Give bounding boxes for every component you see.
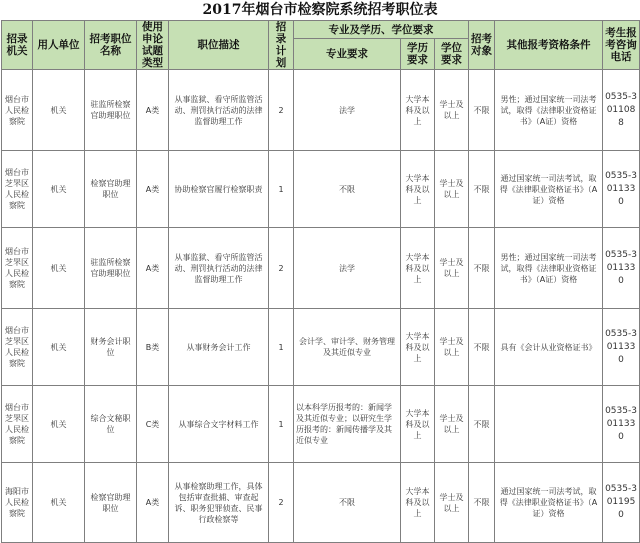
cell-unit: 烟台市芝罘区人民检察院 — [2, 151, 33, 228]
cell-employer: 机关 — [33, 386, 85, 463]
cell-description: 从事财务会计工作 — [169, 309, 269, 386]
table-row — [2, 386, 640, 463]
cell-major: 法学 — [294, 228, 401, 309]
cell-employer: 机关 — [33, 151, 85, 228]
cell-education: 大学本科及以上 — [401, 228, 435, 309]
cell-other: 通过国家统一司法考试，取得《法律职业资格证书》（A证）资格 — [495, 151, 603, 228]
cell-education: 大学本科及以上 — [401, 309, 435, 386]
cell-description: 协助检察官履行检察职责 — [169, 151, 269, 228]
cell-major: 以本科学历报考的：新闻学及其近似专业；以研究生学历报考的：新闻传播学及其近似专业 — [294, 386, 401, 463]
cell-description: 从事监狱、看守所监管活动、刑罚执行活动的法律监督助理工作 — [169, 70, 269, 151]
cell-major: 会计学、审计学、财务管理及其近似专业 — [294, 309, 401, 386]
cell-exam-type: A类 — [137, 463, 169, 543]
cell-phone: 0535-3011330 — [603, 151, 640, 228]
cell-plan: 1 — [269, 151, 294, 228]
cell-other: 男性；通过国家统一司法考试，取得《法律职业资格证书》（A证）资格 — [495, 70, 603, 151]
cell-phone: 0535-3011330 — [603, 228, 640, 309]
cell-education: 大学本科及以上 — [401, 70, 435, 151]
cell-exam-type: A类 — [137, 228, 169, 309]
header-row-1 — [2, 21, 640, 39]
table-row — [2, 309, 640, 386]
cell-degree: 学士及以上 — [435, 228, 469, 309]
table-row — [2, 228, 640, 309]
header-employer: 用人单位 — [33, 21, 85, 70]
header-degree: 学位要求 — [435, 39, 469, 70]
cell-degree: 学士及以上 — [435, 151, 469, 228]
header-unit: 招录机关 — [2, 21, 33, 70]
table-row — [2, 70, 640, 151]
cell-degree: 学士及以上 — [435, 463, 469, 543]
cell-target: 不限 — [469, 463, 495, 543]
cell-employer: 机关 — [33, 70, 85, 151]
cell-employer: 机关 — [33, 309, 85, 386]
cell-education: 大学本科及以上 — [401, 151, 435, 228]
cell-other: 通过国家统一司法考试，取得《法律职业资格证书》（A证）资格 — [495, 463, 603, 543]
cell-education: 大学本科及以上 — [401, 463, 435, 543]
cell-position: 驻监所检察官助理职位 — [85, 228, 137, 309]
cell-employer: 机关 — [33, 463, 85, 543]
cell-plan: 2 — [269, 463, 294, 543]
page-title: 2017年烟台市检察院系统招考职位表 — [202, 2, 438, 18]
header-plan: 招录计划 — [269, 21, 294, 70]
cell-phone: 0535-3011330 — [603, 309, 640, 386]
cell-degree: 学士及以上 — [435, 70, 469, 151]
cell-major: 不限 — [294, 151, 401, 228]
cell-unit: 烟台市芝罘区人民检察院 — [2, 228, 33, 309]
cell-plan: 1 — [269, 386, 294, 463]
cell-target: 不限 — [469, 228, 495, 309]
header-target: 招考对象 — [469, 21, 495, 70]
cell-plan: 1 — [269, 309, 294, 386]
cell-description: 从事检察助理工作，具体包括审查批捕、审查起诉、职务犯罪侦查、民事行政检察等 — [169, 463, 269, 543]
cell-other: 具有《会计从业资格证书》 — [495, 309, 603, 386]
header-education: 学历要求 — [401, 39, 435, 70]
cell-exam-type: A类 — [137, 70, 169, 151]
cell-degree: 学士及以上 — [435, 309, 469, 386]
cell-unit: 烟台市人民检察院 — [2, 70, 33, 151]
cell-target: 不限 — [469, 151, 495, 228]
header-exam-type: 使用申论试题类型 — [137, 21, 169, 70]
cell-description: 从事综合文字材料工作 — [169, 386, 269, 463]
cell-plan: 2 — [269, 228, 294, 309]
cell-other: 男性；通过国家统一司法考试，取得《法律职业资格证书》（A证）资格 — [495, 228, 603, 309]
cell-exam-type: C类 — [137, 386, 169, 463]
positions-table — [1, 20, 640, 543]
cell-exam-type: A类 — [137, 151, 169, 228]
cell-exam-type: B类 — [137, 309, 169, 386]
table-row — [2, 151, 640, 228]
cell-unit: 海阳市人民检察院 — [2, 463, 33, 543]
header-other: 其他报考资格条件 — [495, 21, 603, 70]
cell-phone: 0535-3011088 — [603, 70, 640, 151]
cell-target: 不限 — [469, 309, 495, 386]
cell-position: 检察官助理职位 — [85, 463, 137, 543]
cell-phone: 0535-3011330 — [603, 386, 640, 463]
cell-target: 不限 — [469, 386, 495, 463]
header-position: 招考职位名称 — [85, 21, 137, 70]
cell-major: 不限 — [294, 463, 401, 543]
cell-description: 从事监狱、看守所监管活动、刑罚执行活动的法律监督助理工作 — [169, 228, 269, 309]
cell-plan: 2 — [269, 70, 294, 151]
cell-other — [495, 386, 603, 463]
header-description: 职位描述 — [169, 21, 269, 70]
cell-degree: 学士及以上 — [435, 386, 469, 463]
cell-position: 财务会计职位 — [85, 309, 137, 386]
cell-position: 驻监所检察官助理职位 — [85, 70, 137, 151]
cell-target: 不限 — [469, 70, 495, 151]
table-row — [2, 463, 640, 543]
cell-unit: 烟台市芝罘区人民检察院 — [2, 386, 33, 463]
cell-position: 综合文秘职位 — [85, 386, 137, 463]
cell-phone: 0535-3011950 — [603, 463, 640, 543]
cell-position: 检察官助理职位 — [85, 151, 137, 228]
cell-major: 法学 — [294, 70, 401, 151]
header-major: 专业要求 — [294, 39, 401, 70]
header-phone: 考生报考咨询电话 — [603, 21, 640, 70]
cell-unit: 烟台市芝罘区人民检察院 — [2, 309, 33, 386]
header-group: 专业及学历、学位要求 — [294, 21, 469, 39]
cell-employer: 机关 — [33, 228, 85, 309]
cell-education: 大学本科及以上 — [401, 386, 435, 463]
